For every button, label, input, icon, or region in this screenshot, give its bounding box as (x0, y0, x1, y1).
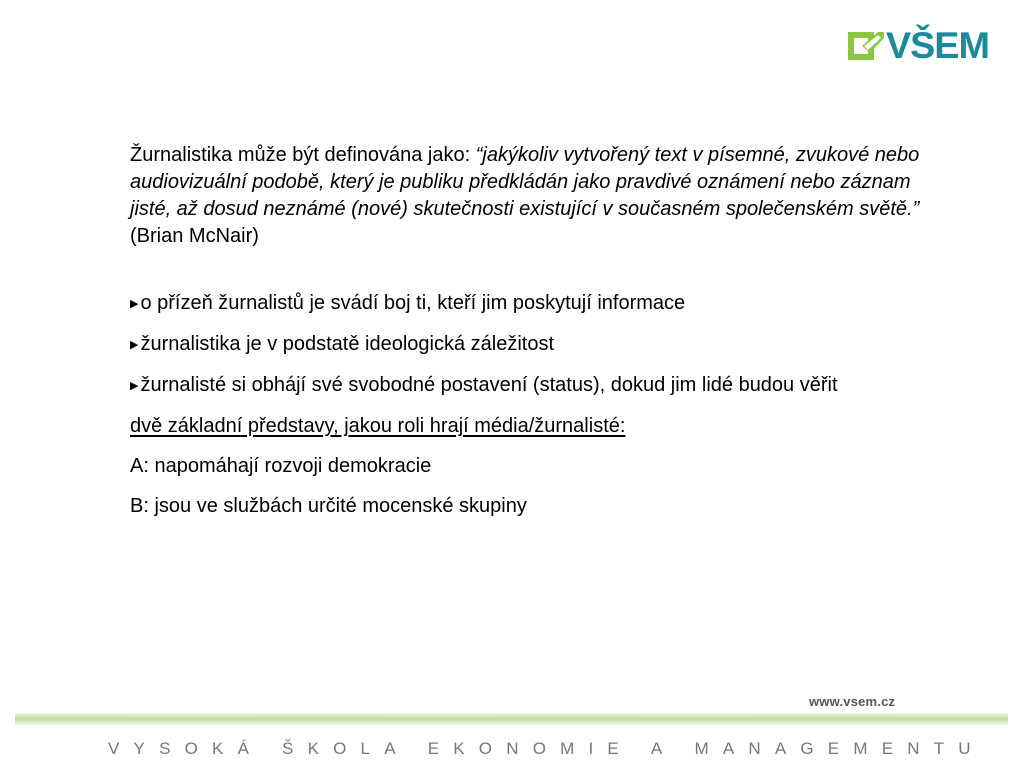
vsem-logo (848, 27, 988, 65)
definition-paragraph (130, 142, 930, 250)
list-item-text: o přízeň žurnalistů je svádí boj ti, kteří jim poskytují informace (140, 292, 686, 314)
slide-content (130, 142, 930, 533)
ideas-heading (130, 413, 930, 440)
idea-a: A: napomáhají rozvoji demokracie (130, 455, 432, 477)
website-url: www.vsem.cz (809, 694, 896, 709)
list-item (130, 290, 930, 318)
idea-b: B: jsou ve službách určité mocenské skupiny (130, 495, 527, 517)
definition-attribution: (Brian McNair) (130, 225, 259, 247)
points-list (130, 290, 930, 520)
list-item (130, 331, 930, 359)
arrow-bullet-icon: ▶ (130, 380, 139, 392)
school-name: VYSOKÁ ŠKOLA EKONOMIE A MANAGEMENTU (108, 739, 985, 758)
ideas-heading-text: dvě základní představy, jakou roli hrají média/žurnalisté: (130, 415, 626, 437)
arrow-bullet-icon: ▶ (130, 298, 139, 310)
list-item-text: žurnalistika je v podstatě ideologická záležitost (140, 333, 555, 355)
footer-divider-bar (15, 713, 1008, 725)
definition-quote: “jakýkoliv vytvořený text v písemné, zvukové nebo audiovizuální podobě, který je publiku předkládán jako pravdivé oznámení nebo záznam jisté, až dosud neznámé (nové) skutečnosti existující v současném společenském světě.” (130, 144, 920, 220)
list-item-text: žurnalisté si obhájí své svobodné postavení (status), dokud jim lidé budou věřit (140, 374, 838, 396)
vsem-logo-mark-icon (848, 29, 884, 63)
definition-intro: Žurnalistika může být definována jako: (130, 144, 476, 166)
arrow-bullet-icon: ▶ (130, 339, 139, 351)
vsem-logo-text: VŠEM (885, 25, 989, 66)
list-item (130, 372, 930, 400)
